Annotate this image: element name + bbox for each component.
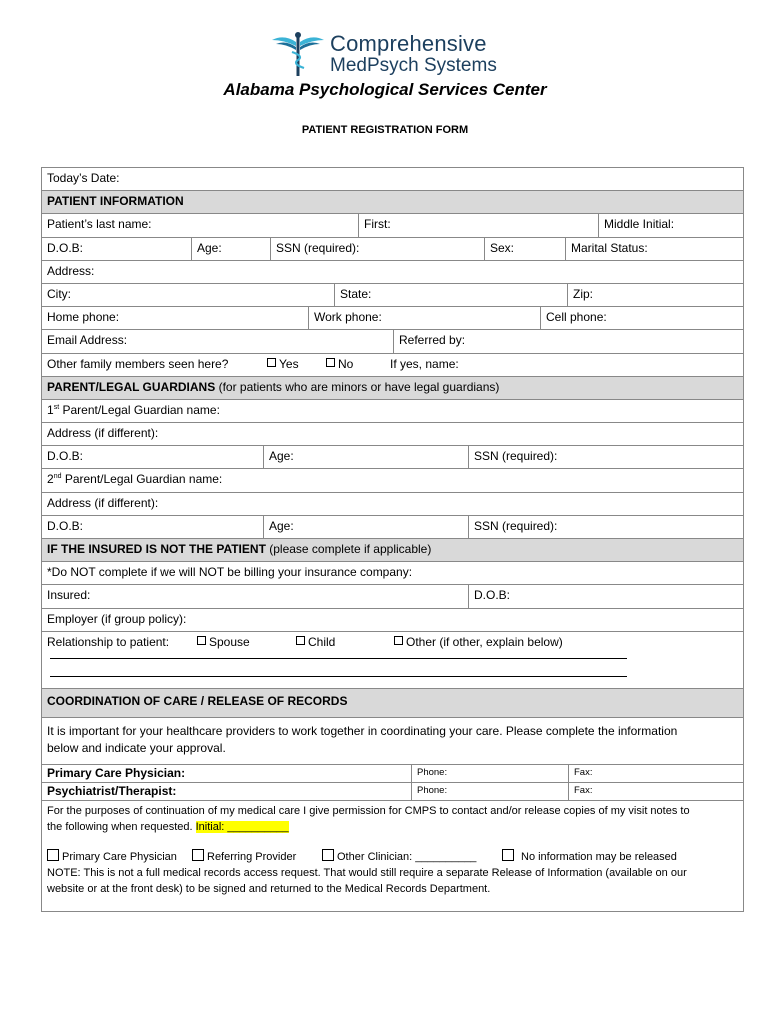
dob-row [42,238,743,261]
dob-field[interactable]: D.O.B: [47,240,84,255]
middle-initial-field[interactable]: Middle Initial: [598,214,743,236]
guardian-2-dob-field[interactable]: D.O.B: [47,518,84,533]
employer-row [42,609,743,632]
ordinal-suffix: nd [53,473,62,481]
guardian-1-dob-field[interactable]: D.O.B: [47,449,84,464]
spouse-option[interactable] [192,632,255,688]
other-family-label: Other family members seen here? [47,356,229,371]
employer-field[interactable]: Employer (if group policy): [47,611,187,626]
option-referring-label: Referring Provider [207,850,297,863]
pcp-fax-field[interactable]: Fax: [568,765,743,782]
todays-date-label: Today’s Date: [47,171,120,185]
patient-info-header [42,191,743,214]
psych-fax-field[interactable]: Fax: [568,783,743,800]
ssn-field[interactable]: SSN (required): [270,238,484,260]
yes-option[interactable] [262,354,304,376]
checkbox-icon[interactable] [394,636,403,645]
note-line-1: NOTE: This is not a full medical records access request. That would still require a separate Release of Information (available on our [47,866,687,879]
address-field[interactable]: Address: [47,263,95,278]
guardian-2-address-field[interactable]: Address (if different): [47,495,159,510]
referred-by-field[interactable]: Referred by: [393,330,743,352]
permission-line-1: For the purposes of continuation of my medical care I give permission for CMPS to contact and/or release copies of my visit notes to [47,804,690,817]
option-pcp[interactable] [47,849,177,865]
pcp-row [42,765,743,783]
pcp-phone-field[interactable]: Phone: [411,765,568,782]
other-label: Other (if other, explain below) [406,634,563,649]
address-row [42,261,743,284]
release-row [42,801,743,911]
intro-line-1: It is important for your healthcare providers to work together in coordinating your care. Please complete the information [47,723,678,738]
relationship-row [42,632,743,689]
guardians-header [42,377,743,400]
last-name-field[interactable]: Patient’s last name: [47,217,152,232]
guardian-1-ssn-field[interactable]: SSN (required): [468,446,743,468]
yes-label: Yes [279,356,299,371]
release-body [42,801,695,911]
city-field[interactable]: City: [47,286,71,301]
sex-field[interactable]: Sex: [484,238,565,260]
logo-line-2: MedPsych Systems [330,55,497,76]
phone-row [42,307,743,330]
state-field[interactable]: State: [334,284,567,306]
psych-phone-field[interactable]: Phone: [411,783,568,800]
coordination-intro [42,718,682,764]
checkbox-icon[interactable] [296,636,305,645]
insured-row [42,585,743,608]
option-no-release[interactable] [502,849,677,865]
home-phone-field[interactable]: Home phone: [47,310,120,325]
ordinal-number: 2 [47,472,54,487]
psych-label: Psychiatrist/Therapist: [47,783,177,798]
section-title-bold: IF THE INSURED IS NOT THE PATIENT [47,542,266,556]
guardian-1-address-field[interactable]: Address (if different): [47,426,159,441]
section-title: COORDINATION OF CARE / RELEASE OF RECORDS [47,693,348,708]
other-option[interactable] [389,632,568,688]
section-title-note: (for patients who are minors or have legal guardians) [215,379,500,394]
name-row [42,214,743,237]
checkbox-icon[interactable] [502,849,514,861]
section-title [42,377,504,399]
initial-field[interactable]: Initial: __________ [195,820,289,833]
psych-row [42,783,743,801]
child-option[interactable] [291,632,340,688]
option-pcp-label: Primary Care Physician [62,850,177,863]
checkbox-icon[interactable] [47,849,59,861]
guardian-2-ssn-field[interactable]: SSN (required): [468,516,743,538]
checkbox-icon[interactable] [326,358,335,367]
section-title [42,539,436,561]
guardian-1-name-field[interactable] [42,400,225,422]
form-title: PATIENT REGISTRATION FORM [301,124,469,136]
guardian-2-name-row [42,469,743,492]
coordination-header [42,689,743,718]
option-no-release-label: No information may be released [521,850,677,863]
work-phone-field[interactable]: Work phone: [308,307,540,329]
registration-form [41,167,744,912]
permission-line-2 [47,819,690,835]
no-label: No [338,356,354,371]
pcp-label: Primary Care Physician: [47,765,186,780]
guardian-2-label: Parent/Legal Guardian name: [61,472,223,487]
section-title-bold: PARENT/LEGAL GUARDIANS [47,379,216,394]
section-title: PATIENT INFORMATION [47,194,184,209]
logo [270,30,497,78]
release-options [47,849,690,865]
insured-note: *Do NOT complete if we will NOT be billing your insurance company: [47,565,413,580]
center-title: Alabama Psychological Services Center [223,80,547,99]
age-field[interactable]: Age: [191,238,270,260]
guardian-2-address-row [42,493,743,516]
guardian-2-name-field[interactable] [42,469,227,491]
no-option[interactable] [321,354,358,376]
if-yes-name-field[interactable]: If yes, name: [390,356,459,371]
relationship-label: Relationship to patient: [47,634,170,649]
guardian-1-name-row [42,400,743,423]
option-other-label: Other Clinician: __________ [337,850,477,863]
marital-status-field[interactable]: Marital Status: [565,238,743,260]
caduceus-icon [270,30,326,78]
city-row [42,284,743,307]
guardian-2-dob-row [42,516,743,539]
option-referring[interactable] [192,849,296,865]
section-title-note: (please complete if applicable) [265,542,432,556]
guardian-1-label: Parent/Legal Guardian name: [59,402,220,417]
checkbox-icon[interactable] [192,849,204,861]
option-other-clinician[interactable] [322,849,476,865]
child-label: Child [308,634,336,649]
email-row [42,330,743,353]
spouse-label: Spouse [209,634,250,649]
insured-field[interactable]: Insured: [47,588,91,603]
guardian-1-address-row [42,423,743,446]
checkbox-icon[interactable] [267,358,276,367]
coordination-intro-row [42,718,743,765]
guardian-1-dob-row [42,446,743,469]
explain-line-2[interactable] [50,676,627,677]
checkbox-icon[interactable] [197,636,206,645]
note-line-2: website or at the front desk) to be signed and returned to the Medical Records Department. [47,882,491,895]
guardian-2-age-field[interactable]: Age: [263,516,468,538]
ordinal-number: 1 [47,402,54,417]
first-name-field[interactable]: First: [358,214,598,236]
cell-phone-field[interactable]: Cell phone: [540,307,743,329]
email-field[interactable]: Email Address: [47,333,128,348]
intro-line-2: below and indicate your approval. [47,740,226,755]
ordinal-suffix: st [53,403,60,411]
insured-header [42,539,743,562]
permission-text: the following when requested. [47,820,193,833]
zip-field[interactable]: Zip: [567,284,743,306]
insured-dob-field[interactable]: D.O.B: [468,585,743,607]
explain-line-1[interactable] [50,658,627,659]
checkbox-icon[interactable] [322,849,334,861]
other-family-row [42,354,743,377]
todays-date-row[interactable] [42,168,743,191]
insured-note-row [42,562,743,585]
logo-line-1: Comprehensive [330,31,487,56]
guardian-1-age-field[interactable]: Age: [263,446,468,468]
